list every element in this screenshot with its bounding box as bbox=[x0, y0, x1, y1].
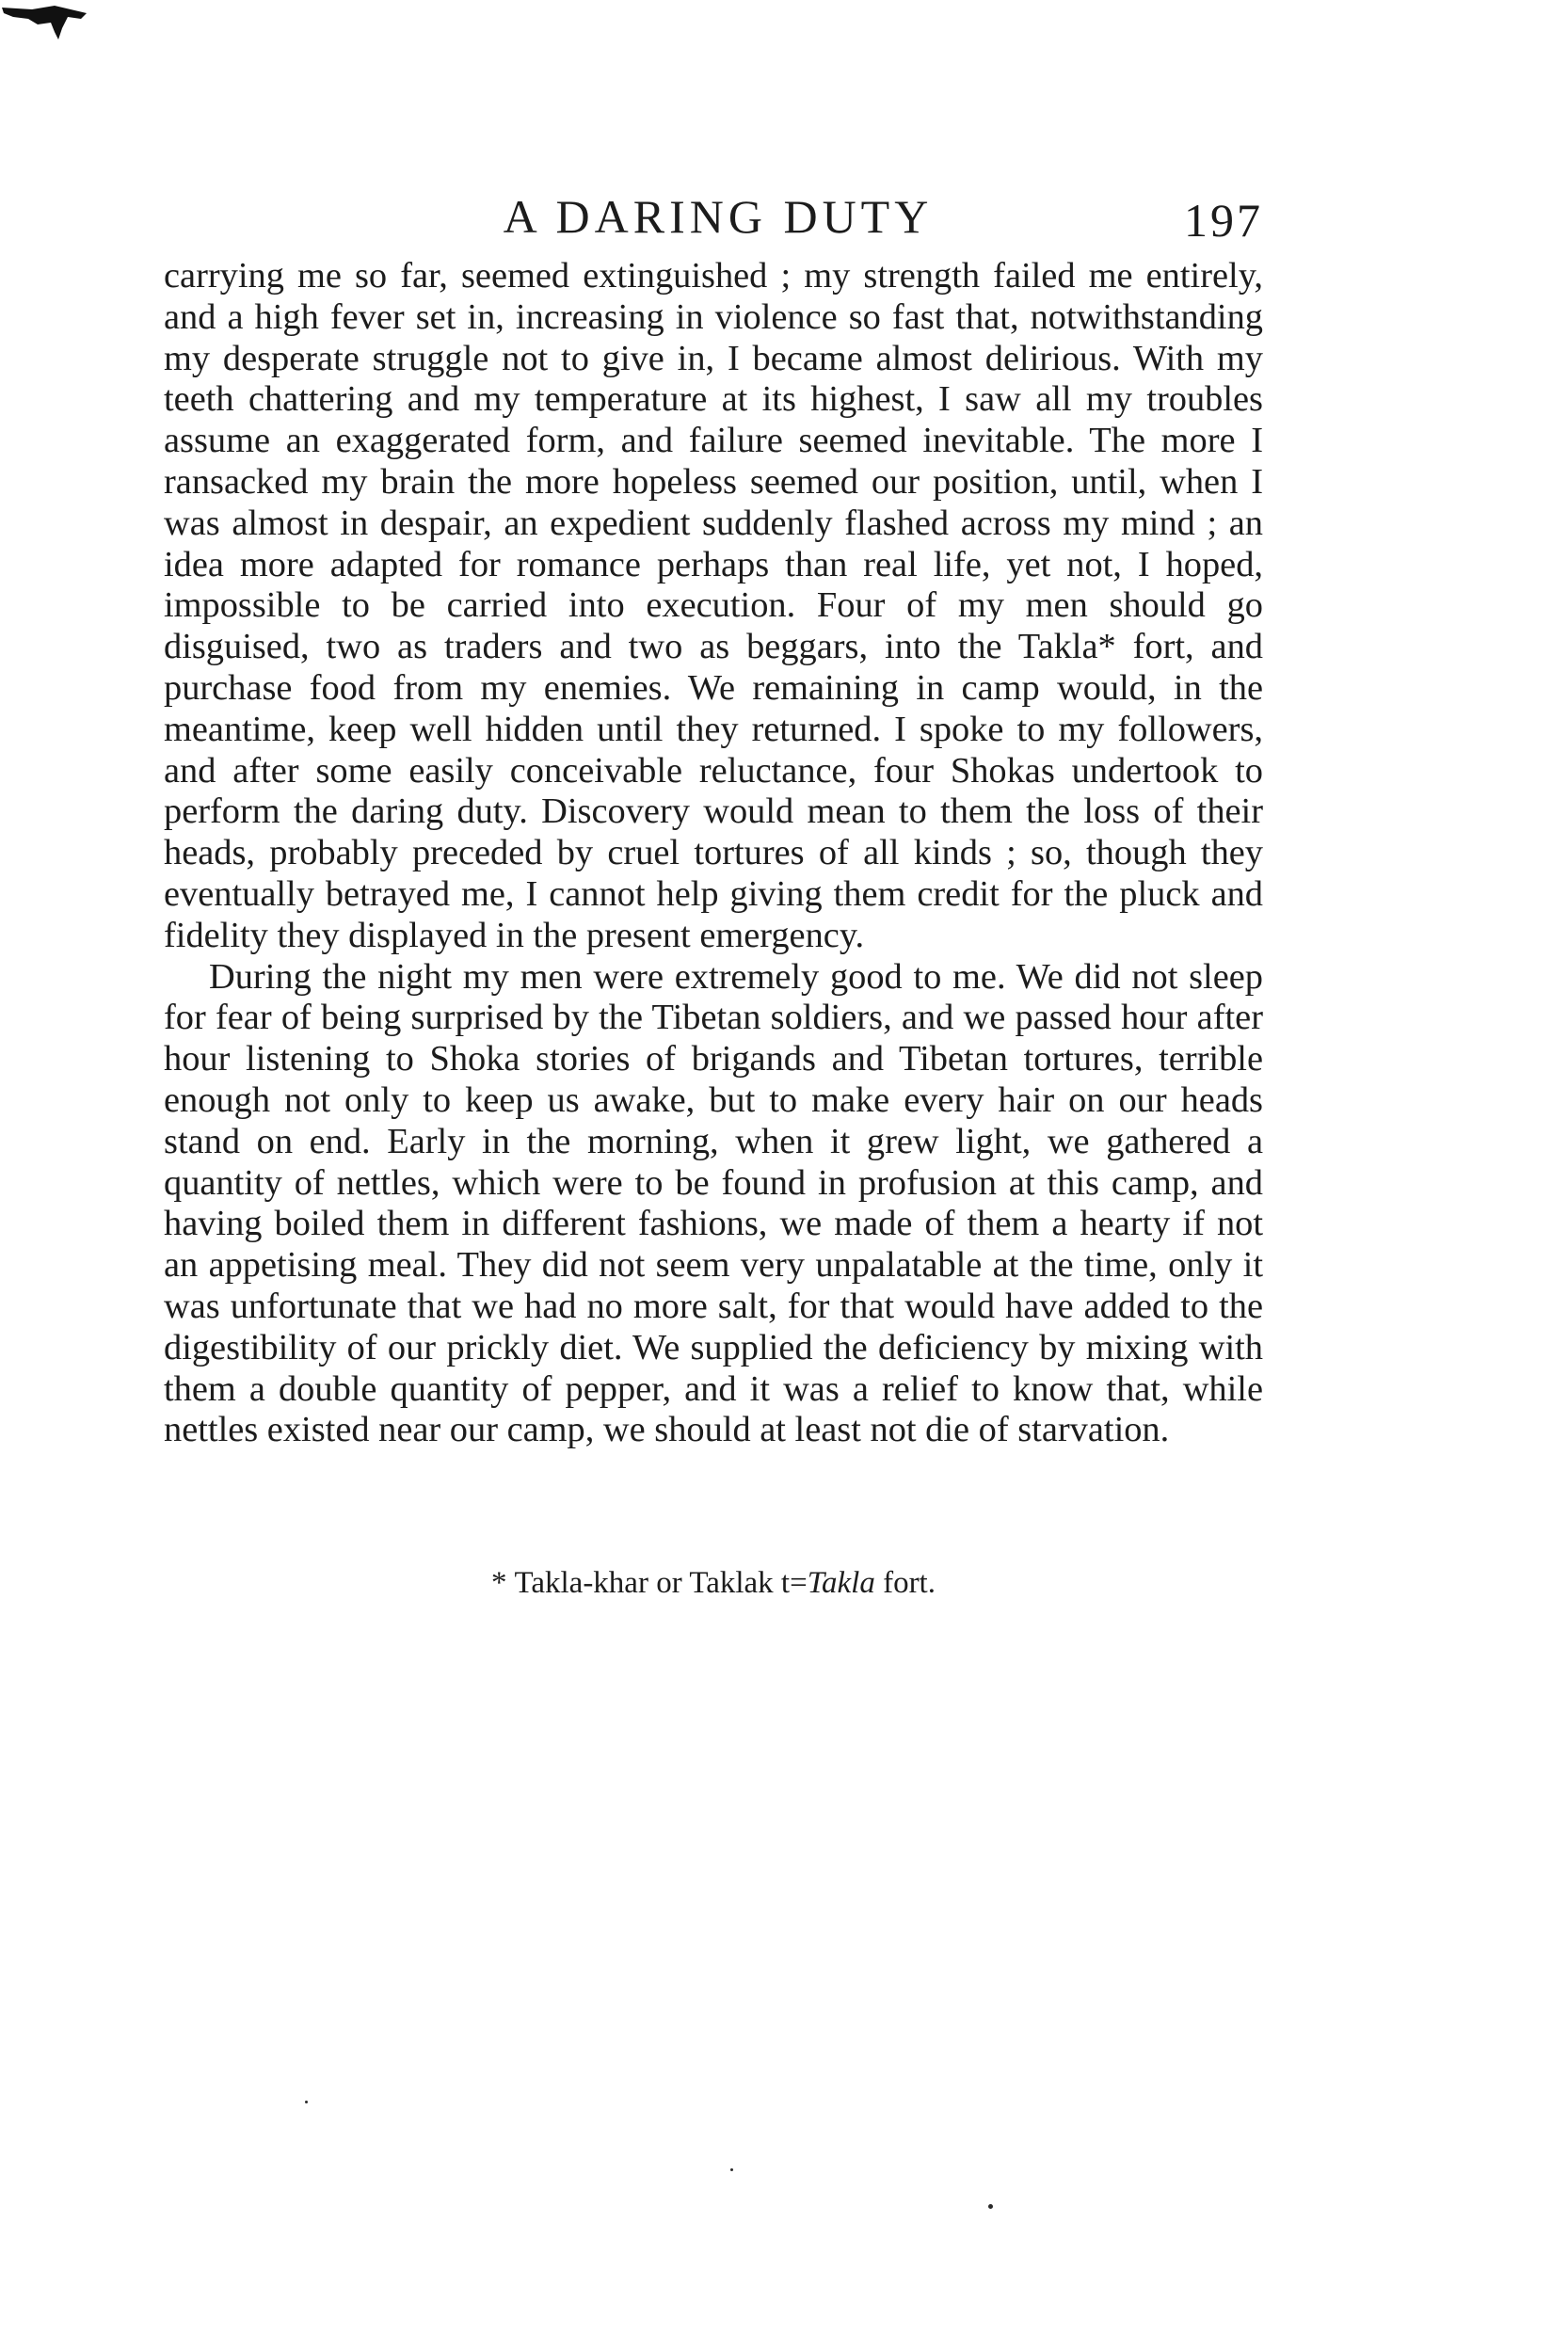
page-number: 197 bbox=[1184, 194, 1263, 247]
footnote-tail: fort. bbox=[874, 1566, 936, 1600]
scan-speck bbox=[730, 2168, 733, 2171]
scan-speck bbox=[305, 2101, 308, 2103]
footnote-text: Takla-khar or Taklak t= bbox=[514, 1566, 808, 1600]
scan-speck bbox=[988, 2204, 993, 2209]
footnote-marker: * bbox=[491, 1566, 507, 1600]
body-text bbox=[164, 256, 1263, 1451]
paragraph: During the night my men were extremely good to me. We did not sleep for fear of being surprised by the Tibetan soldiers, and we passed hour after hour listening to Shoka stories of brigands and Tibetan tortures, terrible enough not only to keep us awake, but to make every hair on our heads stand on end. Early in the morning, when it grew light, we gathered a quantity of nettles, which were to be found in profusion at this camp, and having boiled them in different fashions, we made of them a hearty if not an appetising meal. They did not seem very unpalatable at the time, only it was unfortunate that we had no more salt, for that would have added to the digestibility of our prickly diet. We supplied the deficiency by mixing with them a double quantity of pepper, and it was a relief to know that, while nettles existed near our camp, we should at least not die of starvation. bbox=[164, 956, 1263, 1450]
running-title: A DARING DUTY bbox=[503, 190, 934, 243]
running-head bbox=[173, 184, 1263, 249]
paragraph: carrying me so far, seemed extinguished ; my strength failed me entirely, and a high fever set in, increasing in violence so fast that, notwithstanding my desperate struggle not to give in, I became almost delirious. With my teeth chattering and my temperature at its highest, I saw all my troubles assume an exaggerated form, and failure seemed inevitable. The more I ransacked my brain the more hopeless seemed our position, until, when I was almost in despair, an expedient suddenly flashed across my mind ; an idea more adapted for romance perhaps than real life, yet not, I hoped, impossible to be carried into execution. Four of my men should go disguised, two as traders and two as beggars, into the Takla* fort, and purchase food from my enemies. We remaining in camp would, in the meantime, keep well hidden until they returned. I spoke to my followers, and after some easily conceivable reluctance, four Shokas undertook to perform the daring duty. Discovery would mean to them the loss of their heads, probably preceded by cruel tortures of all kinds ; so, though they eventually betrayed me, I cannot help giving them credit for the pluck and fidelity they displayed in the present emergency. bbox=[164, 256, 1263, 955]
footnote-italic: Takla bbox=[807, 1566, 875, 1600]
scan-edge-mark bbox=[0, 0, 94, 66]
footnote bbox=[164, 1564, 1263, 1602]
